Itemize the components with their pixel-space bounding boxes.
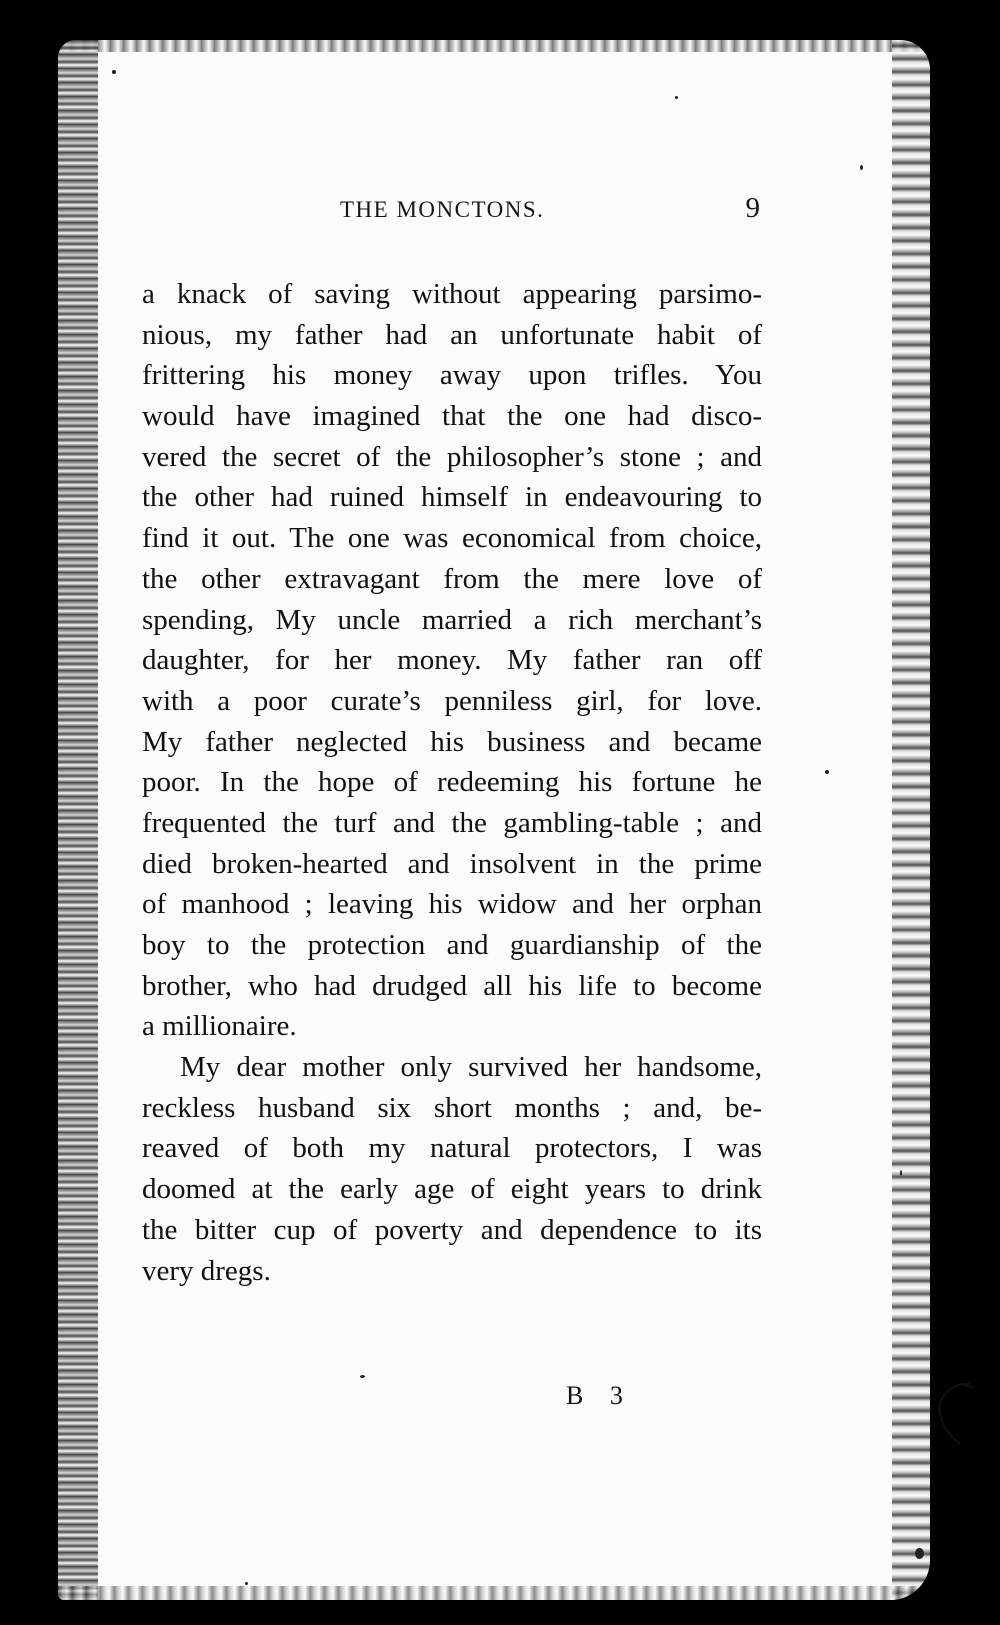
scan-speck	[245, 1582, 248, 1585]
scan-speck	[675, 96, 678, 99]
text-line: a millionaire.	[142, 1010, 297, 1043]
running-head-title: THE MONCTONS.	[340, 197, 545, 222]
text-line: with a poor curate’s penniless girl, for love.	[142, 684, 762, 717]
text-line: very dregs.	[142, 1254, 271, 1287]
page-edge-top	[58, 40, 930, 52]
scan-speck	[112, 70, 116, 74]
ink-mark	[930, 1378, 978, 1448]
text-line: vered the secret of the philosopher’s stone ; and	[142, 440, 762, 473]
text-line: poor. In the hope of redeeming his fortune he	[142, 766, 762, 799]
scan-speck	[900, 1170, 902, 1176]
text-line: My father neglected his business and became	[142, 725, 762, 758]
text-line: would have imagined that the one had disco-	[142, 400, 762, 433]
scan-speck	[860, 165, 863, 170]
body-text	[142, 274, 762, 1291]
running-head	[340, 186, 760, 234]
text-line: the bitter cup of poverty and dependence to its	[142, 1213, 762, 1246]
text-line: frittering his money away upon trifles. You	[142, 359, 762, 392]
signature-mark: B 3	[566, 1381, 633, 1410]
text-line: of manhood ; leaving his widow and her orphan	[142, 888, 762, 921]
text-line: doomed at the early age of eight years to drink	[142, 1173, 762, 1206]
text-line: reaved of both my natural protectors, I was	[142, 1132, 762, 1165]
text-line: find it out. The one was economical from choice,	[142, 522, 762, 555]
text-line: brother, who had drudged all his life to become	[142, 969, 762, 1002]
page-edge-left	[58, 40, 98, 1600]
page-edge-bottom	[58, 1586, 930, 1600]
scan-speck	[915, 1548, 924, 1559]
scan-speck	[825, 770, 829, 774]
text-line: the other extravagant from the mere love of	[142, 562, 762, 595]
text-line: daughter, for her money. My father ran off	[142, 644, 762, 677]
text-line: spending, My uncle married a rich merchant’s	[142, 603, 762, 636]
paragraph-1	[142, 274, 762, 1047]
text-line: nious, my father had an unfortunate habit of	[142, 318, 762, 351]
text-line: a knack of saving without appearing parsimo-	[142, 278, 762, 310]
text-line: the other had ruined himself in endeavouring to	[142, 481, 762, 514]
scan-speck	[360, 1375, 365, 1378]
page-number: 9	[745, 192, 760, 224]
text-line: frequented the turf and the gambling-table ; and	[142, 806, 762, 839]
page-edge-right	[892, 40, 930, 1600]
text-line: reckless husband six short months ; and, be-	[142, 1091, 762, 1124]
text-line: My dear mother only survived her handsome,	[180, 1051, 762, 1084]
text-line: boy to the protection and guardianship of the	[142, 929, 762, 961]
paragraph-2	[142, 1047, 762, 1291]
text-line: died broken-hearted and insolvent in the prime	[142, 847, 762, 880]
